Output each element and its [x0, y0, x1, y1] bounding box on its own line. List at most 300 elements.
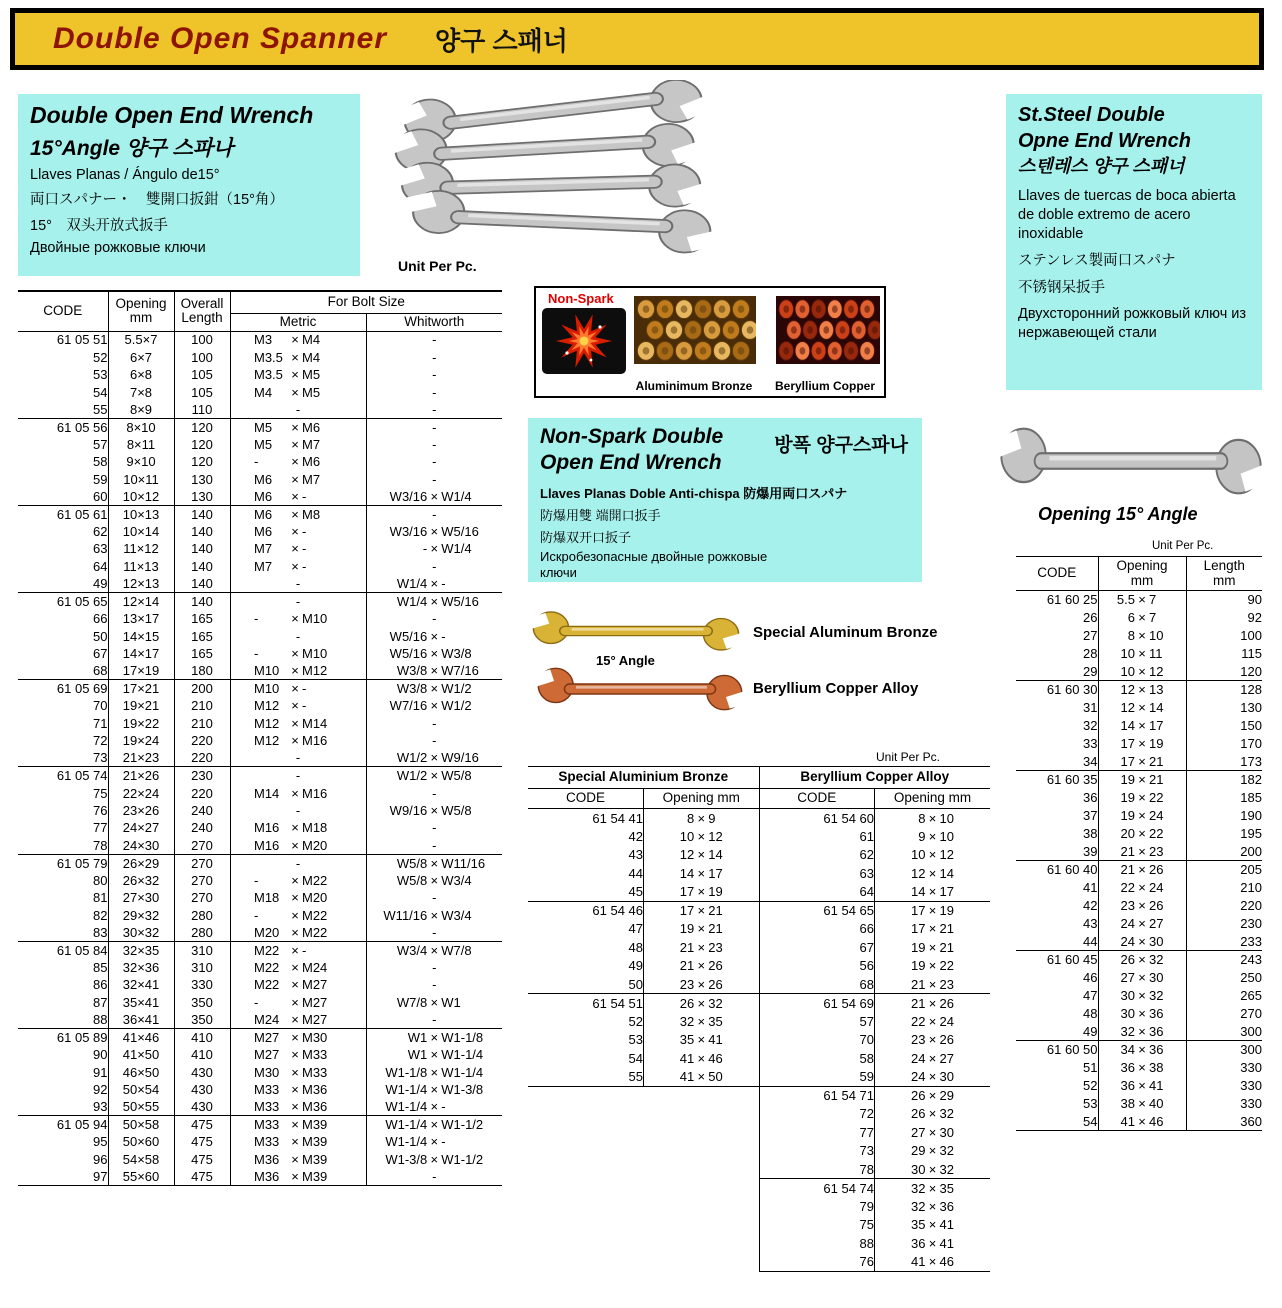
- spanner-row: [18, 767, 502, 784]
- cell-opening: 21×23: [108, 750, 174, 767]
- header-opening: [1098, 557, 1186, 591]
- span-element: ×: [291, 785, 299, 801]
- cell-code: 68: [759, 975, 875, 994]
- span-element: M33: [302, 1064, 328, 1080]
- span-element: ×: [697, 921, 706, 937]
- span-element: ×: [1138, 933, 1146, 949]
- span-element: M27: [302, 977, 328, 993]
- cell-code: 83: [18, 924, 108, 941]
- span-element: 32: [911, 1198, 926, 1214]
- beryllium-copper-photo: [776, 296, 880, 364]
- span-element: M18: [302, 820, 328, 836]
- spanner-row: [18, 732, 502, 749]
- cell-code: 75: [93, 785, 108, 801]
- span-element: ×: [291, 1134, 299, 1150]
- span-element: 19: [1120, 790, 1135, 805]
- span-element: 41: [679, 1069, 695, 1084]
- cell-whitworth: [366, 593, 502, 610]
- span-element: ×: [697, 976, 706, 992]
- cell-code: 50: [93, 628, 108, 644]
- cell-code: 73: [759, 1142, 875, 1161]
- cell-whitworth: -: [366, 610, 502, 627]
- cell-length: 120: [174, 436, 230, 453]
- header-code: CODE: [759, 789, 875, 809]
- steel-row: [1016, 1113, 1262, 1131]
- span-element: 22: [939, 958, 954, 974]
- special-aluminum-bronze-label: Special Aluminum Bronze: [753, 624, 938, 641]
- info-title-2: Open End Wrench: [540, 451, 722, 475]
- header-special-aluminium-bronze: Special Aluminium Bronze: [528, 767, 759, 789]
- header-length: [1186, 557, 1262, 591]
- span-element: M4: [302, 349, 321, 365]
- cell-opening: [1098, 843, 1186, 861]
- span-element: M33: [302, 1047, 328, 1063]
- cell-whitworth: -: [366, 348, 502, 365]
- cell-length: 210: [174, 715, 230, 732]
- cell-code: 51: [1083, 1060, 1098, 1075]
- cell-opening: [875, 827, 991, 846]
- cell-opening: 50×54: [108, 1081, 174, 1098]
- span-element: M7: [302, 471, 321, 487]
- span-element: ×: [697, 939, 706, 955]
- cell-whitworth: -: [366, 976, 502, 993]
- span-element: ×: [1138, 682, 1146, 698]
- cell-code: 61 60 40: [1046, 862, 1098, 878]
- cell-code: [528, 1160, 644, 1179]
- span-element: W5/8: [396, 872, 428, 888]
- span-element: 20: [1120, 826, 1135, 841]
- span-element: 14: [939, 865, 954, 881]
- span-element: M12: [254, 715, 280, 731]
- span-element: W1/2: [396, 768, 428, 784]
- cell-metric: [230, 994, 366, 1011]
- cell-length: 130: [174, 471, 230, 488]
- cell-opening: 19×24: [108, 732, 174, 749]
- span-element: M14: [254, 785, 280, 801]
- cell-metric: [230, 976, 366, 993]
- span-element: ×: [1138, 772, 1146, 788]
- span-element: 7: [1149, 610, 1157, 625]
- span-element: W5/16: [441, 594, 479, 610]
- cell-whitworth: -: [366, 436, 502, 453]
- span-element: 8: [918, 810, 926, 826]
- cell-opening: [644, 1216, 760, 1235]
- span-element: 7: [1149, 592, 1157, 608]
- span-element: W5/16: [441, 524, 479, 540]
- cell-length: 140: [174, 523, 230, 540]
- span-element: 23: [1149, 843, 1164, 859]
- span-element: W1/2: [441, 681, 472, 697]
- spanner-row: [18, 1063, 502, 1080]
- cell-length: 475: [174, 1116, 230, 1133]
- spanner-row: [18, 715, 502, 732]
- span-element: 46: [1149, 1113, 1164, 1129]
- steel-row: [1016, 843, 1262, 861]
- header-opening-unit: mm: [1130, 572, 1154, 588]
- cell-opening: [644, 994, 760, 1013]
- bronze-row: [528, 883, 990, 902]
- cell-metric: [230, 505, 366, 522]
- cell-length: 120: [1186, 663, 1262, 681]
- span-element: ×: [1138, 663, 1146, 679]
- cell-opening: 8×10: [108, 418, 174, 435]
- span-element: -: [302, 524, 307, 540]
- spanner-row: [18, 994, 502, 1011]
- span-element: ×: [928, 1161, 937, 1177]
- spanner-row: [18, 558, 502, 575]
- span-element: W5/8: [441, 803, 472, 819]
- banner-title-en: Double Open Spanner: [53, 22, 388, 55]
- header-for-bolt-size: [230, 291, 502, 313]
- cell-opening: 24×30: [108, 837, 174, 854]
- span-element: 8: [687, 810, 695, 826]
- span-element: M39: [302, 1151, 328, 1167]
- cell-opening: 8×9: [108, 401, 174, 418]
- span-element: M22: [302, 924, 328, 940]
- span-element: ×: [291, 541, 299, 557]
- cell-code: 61 54 60: [759, 809, 875, 828]
- spanner-row: [18, 924, 502, 941]
- cell-code: 70: [93, 698, 108, 714]
- cell-code: 61 54 51: [592, 995, 643, 1011]
- thead-element: [18, 291, 502, 331]
- cell-code: 88: [759, 1234, 875, 1253]
- cell-whitworth: -: [366, 418, 502, 435]
- cell-code: 90: [93, 1047, 108, 1063]
- bronze-row: [528, 1179, 990, 1198]
- span-element: 22: [1120, 880, 1135, 895]
- cell-opening: [875, 1123, 991, 1142]
- cell-code: 61 54 71: [759, 1086, 875, 1105]
- unit-per-pc-label: Unit Per Pc.: [1152, 540, 1214, 552]
- span-element: 30: [1120, 1006, 1135, 1021]
- span-element: 5.5: [1116, 592, 1135, 608]
- cell-code: 52: [628, 1013, 643, 1029]
- cell-opening: [875, 1105, 991, 1124]
- spanner-row: [18, 523, 502, 540]
- span-element: ×: [430, 1099, 439, 1115]
- spanner-row: [18, 627, 502, 644]
- cell-code: 34: [1016, 753, 1098, 771]
- header-code: [1016, 557, 1098, 591]
- span-element: 36: [1149, 1006, 1164, 1021]
- cell-metric: [230, 1168, 366, 1185]
- span-element: ×: [928, 1254, 937, 1269]
- info-title: Double Open End Wrench: [30, 102, 314, 128]
- cell-length: 150: [1186, 717, 1262, 735]
- cell-code: 57: [759, 1012, 875, 1031]
- cell-opening: [875, 1179, 991, 1198]
- cell-metric: [230, 1063, 366, 1080]
- span-element: ×: [1138, 610, 1146, 625]
- cell-opening: [644, 975, 760, 994]
- span-element: 41: [911, 1254, 926, 1269]
- cell-opening: 17×21: [108, 680, 174, 697]
- spanner-row: [18, 819, 502, 836]
- cell-opening: [644, 938, 760, 957]
- cell-length: 165: [174, 627, 230, 644]
- cell-metric: [230, 819, 366, 836]
- span-element: 17: [1120, 753, 1135, 769]
- bronze-row: [528, 901, 990, 920]
- span-element: W7/8: [396, 994, 428, 1010]
- cell-metric: [230, 959, 366, 976]
- cell-length: 270: [174, 854, 230, 871]
- info-line-ru: Двойные рожковые ключи: [30, 240, 206, 256]
- cell-length: 170: [1186, 735, 1262, 753]
- header-length-text: Length: [181, 310, 223, 326]
- cell-length: 270: [174, 872, 230, 889]
- cell-opening: [644, 1086, 760, 1105]
- cell-opening: 32×35: [108, 941, 174, 958]
- span-element: W3/4: [441, 907, 472, 923]
- cell-opening: 32×36: [108, 959, 174, 976]
- span-element: M30: [254, 1064, 280, 1080]
- cell-opening: [875, 1142, 991, 1161]
- unit-per-pc-label: Unit Per Pc.: [876, 750, 941, 764]
- bronze-table-body: [528, 809, 990, 1272]
- span-element: 27: [911, 1124, 926, 1140]
- span-element: M4: [254, 384, 273, 400]
- cell-whitworth: -: [366, 784, 502, 801]
- span-element: ×: [291, 611, 299, 627]
- cell-metric: [230, 889, 366, 906]
- cell-opening: 14×17: [108, 645, 174, 662]
- spanner-row: [18, 1116, 502, 1133]
- span-element: W5/16: [389, 628, 428, 644]
- cell-code: 42: [1083, 898, 1098, 913]
- span-element: W1-3/8: [441, 1082, 484, 1098]
- thead-element: [528, 767, 990, 809]
- span-element: 10: [1120, 646, 1135, 661]
- cell-length: 182: [1186, 771, 1262, 789]
- cell-metric: -: [230, 750, 366, 767]
- cell-code: 62: [759, 846, 875, 865]
- cell-metric: [230, 680, 366, 697]
- cell-whitworth: [366, 1029, 502, 1046]
- cell-whitworth: [366, 1151, 502, 1168]
- span-element: M12: [254, 733, 280, 749]
- span-element: M6: [302, 454, 321, 470]
- span-element: 32: [679, 1013, 695, 1029]
- cell-code: 61 05 56: [56, 419, 108, 435]
- bronze-row: [528, 1086, 990, 1105]
- span-element: ×: [430, 1029, 439, 1045]
- spanner-row: [18, 610, 502, 627]
- cell-code: 54: [1016, 1113, 1098, 1131]
- steel-row: [1016, 1023, 1262, 1041]
- cell-code: 73: [18, 750, 108, 767]
- cell-length: 180: [174, 662, 230, 679]
- span-element: 8: [1127, 628, 1135, 643]
- span-element: M18: [254, 890, 280, 906]
- span-element: W1/4: [396, 594, 428, 610]
- spanner-row: [18, 366, 502, 383]
- cell-opening: [875, 1068, 991, 1087]
- span-element: 24: [939, 1013, 954, 1029]
- span-element: M33: [254, 1082, 280, 1098]
- cell-whitworth: -: [366, 383, 502, 400]
- cell-opening: [1098, 879, 1186, 897]
- span-element: 12: [1120, 682, 1135, 698]
- span-element: M10: [302, 611, 328, 627]
- spanner-row: [18, 680, 502, 697]
- cell-metric: [230, 488, 366, 505]
- header-opening-mm: Opening mm: [644, 789, 760, 809]
- steel-row: [1016, 717, 1262, 735]
- span-element: ×: [291, 959, 299, 975]
- span-element: M6: [254, 506, 273, 522]
- span-element: -: [254, 872, 259, 888]
- span-element: 41: [708, 1032, 723, 1048]
- span-element: 17: [679, 884, 695, 899]
- cell-length: 243: [1186, 951, 1262, 969]
- cell-length: 475: [174, 1151, 230, 1168]
- cell-length: 165: [174, 645, 230, 662]
- cell-opening: [875, 809, 991, 828]
- span-element: ×: [430, 768, 439, 784]
- main-spanner-table: [18, 290, 502, 1186]
- steel-row: [1016, 735, 1262, 753]
- cell-code: 66: [93, 611, 108, 627]
- cell-metric: [230, 837, 366, 854]
- cell-metric: [230, 1116, 366, 1133]
- info-title-ko: 방폭 양구스파나: [774, 435, 908, 456]
- header-whitworth: [366, 313, 502, 331]
- span-element: 21: [1149, 772, 1164, 788]
- cell-opening: [1098, 1059, 1186, 1077]
- span-element: M7: [254, 541, 273, 557]
- span-element: M5: [302, 367, 321, 383]
- bronze-row: [528, 827, 990, 846]
- cell-code: 48: [1083, 1006, 1098, 1021]
- cell-whitworth: [366, 488, 502, 505]
- cell-length: 410: [174, 1029, 230, 1046]
- cell-code: 61 05 84: [56, 942, 108, 958]
- cell-opening: [1098, 627, 1186, 645]
- span-element: ×: [928, 921, 937, 937]
- cell-opening: 50×58: [108, 1116, 174, 1133]
- spanner-row: [18, 1168, 502, 1185]
- cell-opening: 46×50: [108, 1063, 174, 1080]
- cell-code: 61 05 51: [56, 332, 108, 348]
- span-element: M33: [254, 1099, 280, 1115]
- span-element: ×: [430, 872, 439, 888]
- span-element: W1-1/2: [441, 1117, 484, 1133]
- cell-length: 330: [1186, 1077, 1262, 1095]
- cell-whitworth: -: [366, 505, 502, 522]
- span-element: ×: [430, 1047, 439, 1063]
- banner-title-ko: 양구 스패너: [435, 25, 568, 56]
- info-title-ko: 스텐레스 양구 스패너: [1018, 156, 1185, 176]
- span-element: 32: [1149, 988, 1164, 1003]
- steel-row: [1016, 897, 1262, 915]
- cell-opening: 24×27: [108, 819, 174, 836]
- span-element: 36: [1120, 1078, 1135, 1093]
- cell-code: 75: [759, 1216, 875, 1235]
- cell-opening: 55×60: [108, 1168, 174, 1185]
- span-element: W3/4: [396, 942, 428, 958]
- span-element: ×: [1138, 1060, 1146, 1075]
- steel-row: [1016, 591, 1262, 609]
- span-element: W1-1/4: [385, 1099, 428, 1115]
- span-element: 17: [708, 865, 723, 881]
- span-element: 21: [939, 939, 954, 955]
- cell-code: 61 54 41: [592, 810, 643, 826]
- span-element: 23: [1120, 898, 1135, 913]
- cell-code: 27: [1083, 628, 1098, 643]
- span-element: 21: [911, 995, 926, 1011]
- span-element: ×: [291, 506, 299, 522]
- cell-length: 120: [174, 453, 230, 470]
- cell-opening: [1098, 771, 1186, 789]
- cell-code: 43: [628, 847, 643, 863]
- cell-opening: 11×12: [108, 540, 174, 557]
- info-title-angle: 15°Angle 양구 스파나: [30, 137, 234, 160]
- cell-code: 55: [18, 401, 108, 418]
- cell-whitworth: [366, 1098, 502, 1115]
- cell-length: 105: [174, 383, 230, 400]
- cell-opening: 50×55: [108, 1098, 174, 1115]
- cell-whitworth: [366, 680, 502, 697]
- cell-metric: [230, 1098, 366, 1115]
- cell-whitworth: [366, 1046, 502, 1063]
- cell-opening: [644, 883, 760, 902]
- span-element: 35: [939, 1180, 954, 1196]
- cell-whitworth: [366, 941, 502, 958]
- spanner-row: [18, 418, 502, 435]
- steel-row: [1016, 915, 1262, 933]
- cell-opening: [875, 938, 991, 957]
- header-code-text: CODE: [1037, 565, 1077, 581]
- cell-code: 80: [93, 872, 108, 888]
- cell-metric: [230, 1029, 366, 1046]
- spanner-row: [18, 1081, 502, 1098]
- cell-whitworth: -: [366, 1168, 502, 1185]
- span-element: 23: [911, 1032, 926, 1048]
- span-element: W1/4: [441, 541, 472, 557]
- span-element: 41: [1149, 1078, 1164, 1093]
- steel-row: [1016, 1095, 1262, 1113]
- span-element: ×: [697, 1013, 706, 1029]
- spanner-row: [18, 854, 502, 871]
- cell-code: 31: [1083, 700, 1098, 715]
- span-element: M30: [302, 1029, 328, 1045]
- spanner-row: [18, 802, 502, 819]
- cell-code: 29: [1016, 663, 1098, 681]
- span-element: ×: [430, 1117, 439, 1133]
- cell-code: 82: [93, 907, 108, 923]
- span-element: ×: [430, 524, 439, 540]
- span-element: -: [441, 628, 446, 644]
- cell-opening: 12×13: [108, 575, 174, 592]
- info-line-ja: ステンレス製両口スパナ: [1018, 252, 1176, 269]
- cell-code: 61 60 50: [1046, 1042, 1098, 1058]
- span-element: ×: [1138, 970, 1146, 985]
- cell-code: 55: [528, 1068, 644, 1087]
- span-element: ×: [1138, 753, 1146, 769]
- span-element: 23: [708, 939, 723, 955]
- cell-opening: [1098, 1077, 1186, 1095]
- cell-length: 173: [1186, 753, 1262, 771]
- span-element: W3/4: [441, 872, 472, 888]
- cell-opening: [1098, 969, 1186, 987]
- span-element: 9: [708, 810, 716, 826]
- cell-code: 39: [1016, 843, 1098, 861]
- info-title: Non-Spark Double: [540, 425, 724, 448]
- bronze-row: [528, 1123, 990, 1142]
- span-element: ×: [430, 803, 439, 819]
